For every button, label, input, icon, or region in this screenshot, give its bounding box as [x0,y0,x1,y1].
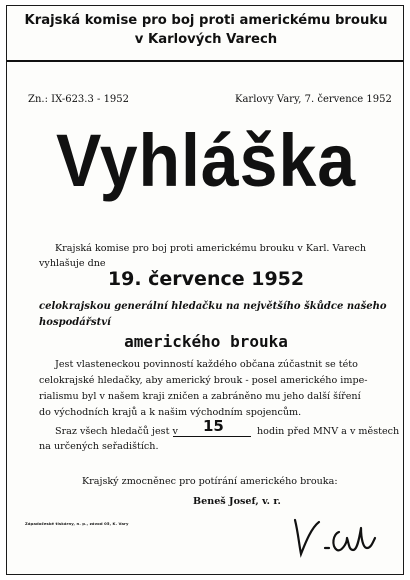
meeting-hour-underline [173,436,251,437]
meeting-hour: 15 [203,417,224,435]
intro-line-1: Krajská komise pro boj proti americkému brouku v Karl. Varech [55,243,367,254]
duty-line-3: rialismu byl v našem kraji zničen a zabráněno mu jeho další šíření [39,391,361,402]
meeting-suffix: hodin před MNV a v městech [257,426,400,437]
place-date: Karlovy Vary, 7. července 1952 [235,94,392,105]
meeting-prefix: Sraz všech hledačů jest v [55,426,178,437]
header-line-2: v Karlových Varech [134,32,278,47]
header-divider [7,60,403,62]
poster-sheet [6,5,404,575]
duty-line-2: celokrajské hledačky, aby americký brouk - posel amerického impe- [39,375,368,386]
event-date: 19. července 1952 [107,268,305,290]
header-line-1: Krajská komise pro boj proti americkému brouku [24,13,388,28]
duty-line-1: Jest vlasteneckou povinností každého občana zúčastnit se této [55,359,358,370]
signatory-name: Beneš Josef, v. r. [193,496,281,507]
search-line-1: celokrajskou generální hledačku na největšího škůdce našeho [39,301,387,312]
duty-line-4: do východních krajů a k našim východním spojencům. [39,407,302,418]
printer-imprint: Západočeské tiskárny, n. p., závod 05, K. Vary [25,521,129,526]
intro-line-2: vyhlašuje dne [39,258,106,269]
page-title: Vyhláška [55,119,357,202]
reference-number: Zn.: IX-623.3 - 1952 [28,94,130,105]
pest-name: amerického brouka [124,332,288,351]
meeting-line-2: na určených seřadištích. [39,441,159,452]
search-line-2: hospodářství [39,317,111,328]
handwritten-signature-icon [289,514,379,560]
signatory-role: Krajský zmocněnec pro potírání amerického brouka: [82,476,338,487]
